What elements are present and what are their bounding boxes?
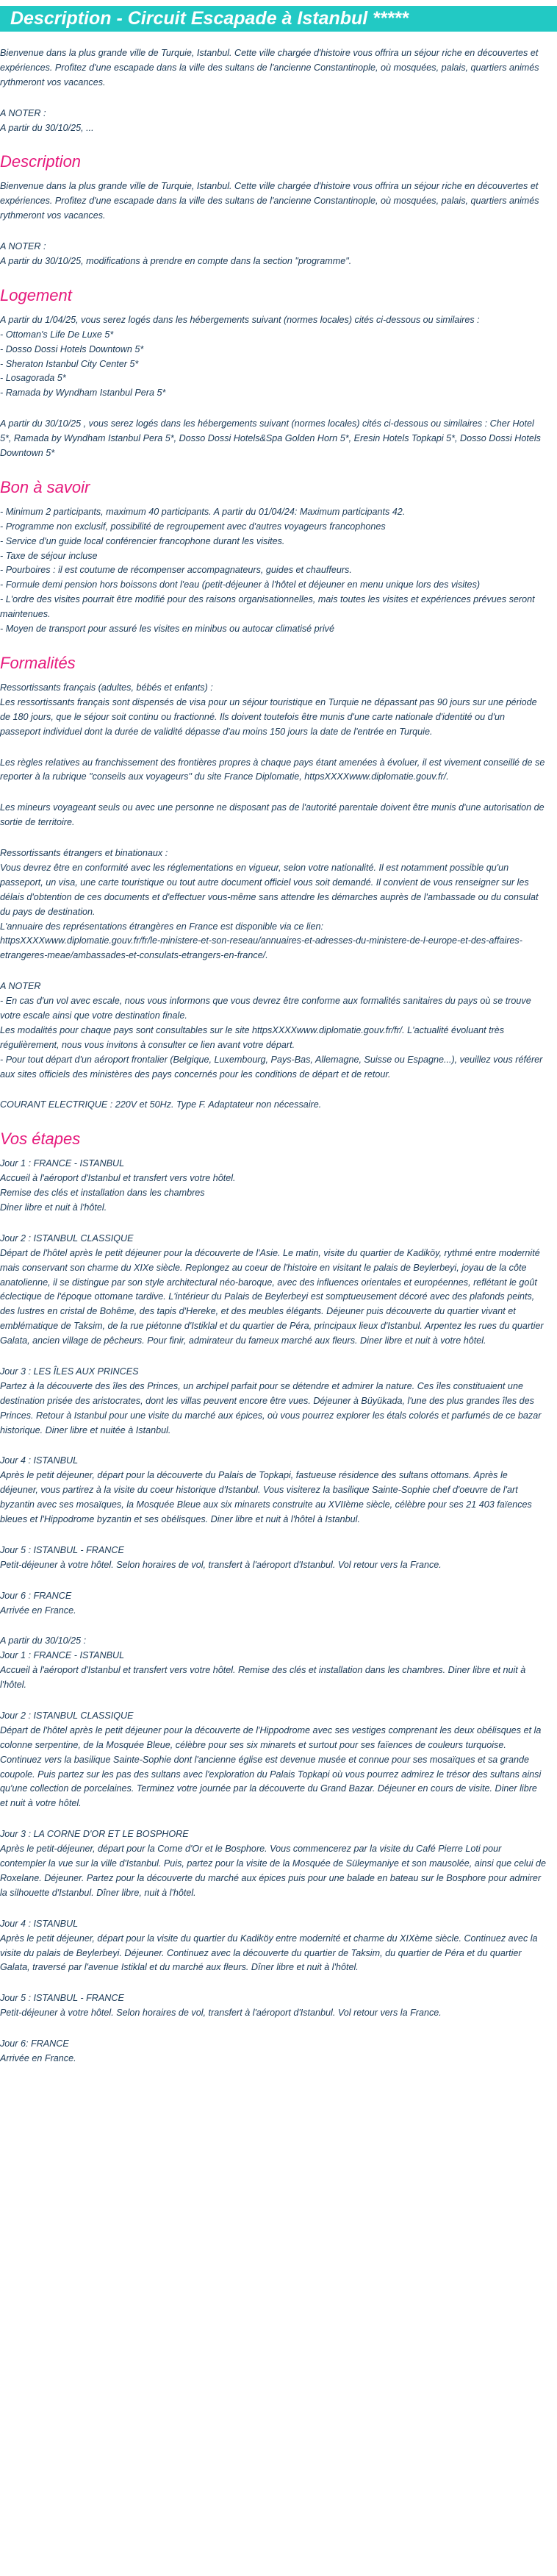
formalites-courant-electrique: COURANT ELECTRIQUE : 220V et 50Hz. Type F. Adaptateur non nécessaire. [0, 1099, 322, 1110]
logement-hotels-2025: A partir du 1/04/25, vous serez logés dans les hébergements suivant (normes locales) cités ci-dessous ou similaires : - Ottoman's Life De Luxe 5* - Dosso Dossi Hotels Downtown 5* - Sheraton Istanbul City Center 5* - Losagorada 5* - Ramada by Wyndham Istanbul Pera 5* [0, 314, 480, 399]
formalites-mineurs: Les mineurs voyageant seuls ou avec une personne ne disposant pas de l'autorité parentale doivent être munis d'une autorisation de sortie de territoire. [0, 802, 545, 828]
etape-block: Jour 5 : ISTANBUL - FRANCE Petit-déjeuner à votre hôtel. Selon horaires de vol, transfert à l'aéroport d'Istanbul. Vol retour vers la France. [0, 1544, 442, 1570]
etape-block: Jour 1 : FRANCE - ISTANBUL Accueil à l'aéroport d'Istanbul et transfert vers votre hôtel. Remise des clés et installation dans les chambres Diner libre et nuit à l'hôtel. [0, 1158, 236, 1213]
etape-block: Jour 4 : ISTANBUL Après le petit déjeuner, départ pour la visite du quartier du Kadiköy entre modernité et charme du XIXème siècle. Continuez avec la visite du palais de Beylerbeyi. Déjeuner. Continuez avec la découverte du quartier de Taksim, du quartier de Péra et du quartier Galata, traversé par l'avenue Istiklal et du marché aux fleurs. Dîner libre et nuit à l'hôtel. [0, 1918, 538, 1973]
etape-block: Jour 5 : ISTANBUL - FRANCE Petit-déjeuner à votre hôtel. Selon horaires de vol, transfert à l'aéroport d'Istanbul. Vol retour vers la France. [0, 1993, 442, 2019]
section-title-description: Description [0, 152, 82, 171]
section-title-etapes: Vos étapes [0, 1130, 81, 1149]
formalites-ressortissants-francais: Ressortissants français (adultes, bébés et enfants) : Les ressortissants français sont dispensés de visa pour un séjour touristique en Turquie ne dépassant pas 90 jours sur une période de 180 jours, que le séjour soit continu ou fractionné. Ils doivent toutefois être munis d'une carte nationale d'identité ou d'un passeport individuel dont la durée de validité dépasse d'au moins 150 jours la date de l'entrée en Turquie. [0, 682, 537, 737]
formalites-etrangers: Ressortissants étrangers et binationaux : Vous devrez être en conformité avec les réglementations en vigueur, selon votre nationalité. Il est notamment possible qu'un passeport, un visa, une carte touristique ou tout autre document officiel vous soit demandé. Il convient de vous renseigner sur les délais d'obtention de ces documents et d'effectuer vous-même sans attendre les démarches auprès de l'ambassade ou du consulat du pays de destination. L'annuaire des représentations étrangères en France est disponible via ce lien: httpsXXXXwww.diplomatie.gouv.fr/fr/le-ministere-et-son-reseau/annuaires-et-adresses-du-ministere-de-l-europe-et-des-affaires-etrangeres-meae/ambassades-et-consulats-etrangers-en-france/. [0, 848, 539, 961]
content [0, 46, 557, 2066]
etape-block: Jour 2 : ISTANBUL CLASSIQUE Départ de l'hôtel après le petit déjeuner pour la découverte de l'Asie. Le matin, visite du quartier de Kadiköy, rythmé entre modernité mais conservant son charme du XIXe siècle. Replongez au coeur de l'histoire en visitant le palais de Beylerbeyi, joyau de la côte anatolienne, il se distingue par son style architectural néo-baroque, avec des influences orientales et européennes, reflétant le goût éclectique de l'époque ottomane tardive. L'intérieur du Palais de Beylerbeyi est somptueusement décoré avec des plafonds peints, des lustres en cristal de Bohême, des tapis d'Hereke, et des meubles élégants. Déjeuner puis découverte du quartier vivant et emblématique de Taksim, de la rue piétonne d'Istiklal et du quartier de Péra, principaux lieux d'Istanbul. Arpentez les rues du quartier Galata, ancien village de pêcheurs. Pour finir, admirateur du fameux marché aux fleurs. Diner libre et nuit à votre hôtel. [0, 1232, 544, 1346]
formalites-a-noter: A NOTER - En cas d'un vol avec escale, nous vous informons que vous devrez être conforme aux formalités sanitaires du pays où se trouve votre escale ainsi que votre destination finale. Les modalités pour chaque pays sont consultables sur le site httpsXXXXwww.diplomatie.gouv.fr/fr/. L'actualité évoluant très régulièrement, nous vous invitons à consulter ce lien avant votre départ. - Pour tout départ d'un aéroport frontalier (Belgique, Luxembourg, Pays-Bas, Allemagne, Suisse ou Espagne...), veuillez vous référer aux sites officiels des ministères des pays concernés pour les conditions de départ et de retour. [0, 981, 543, 1080]
description-note: A NOTER : A partir du 30/10/25, modifications à prendre en compte dans la section "programme". [0, 241, 352, 267]
etape-block: Jour 6 : FRANCE Arrivée en France. [0, 1590, 76, 1616]
intro-note: A NOTER : A partir du 30/10/25, ... [0, 107, 94, 133]
page-title-banner: Description - Circuit Escapade à Istanbul ***** [0, 6, 557, 32]
section-title-bon-a-savoir: Bon à savoir [0, 477, 90, 496]
section-title-logement: Logement [0, 285, 72, 304]
etape-block: Jour 2 : ISTANBUL CLASSIQUE Départ de l'hôtel après le petit déjeuner pour la découverte de l'Hippodrome avec ses vestiges comprenant les deux obélisques et la colonne serpentine, de la Mosquée Bleue, célèbre pour ses six minarets et surtout pour ses faïences de couleurs turquoise. Continuez vers la basilique Sainte-Sophie dont l'ancienne église est devenue musée et connue pour ses mosaïques et sa grande coupole. Puis partez sur les pas des sultans avec l'exploration du Palais Topkapi où vous pourrez admirez le trésor des sultans ainsi qu'une collection de porcelaines. Terminez votre journée par la découverte du Grand Bazar. Déjeuner en cours de visite. Diner libre et nuit à votre hôtel. [0, 1710, 542, 1809]
etape-block: Jour 4 : ISTANBUL Après le petit déjeuner, départ pour la découverte du Palais de Topkapi, fastueuse résidence des sultans ottomans. Après le déjeuner, vous partirez à la visite du coeur historique d'Istanbul. Vous visiterez la basilique Sainte-Sophie chef d'oeuvre de l'art byzantin avec ses mosaïques, la Mosquée Bleue aux six minarets construite au XVIIème siècle, célèbre pour ses 21 403 faïences bleues et l'Hippodrome byzantin et ses obélisques. Diner libre et nuit à l'hôtel à Istanbul. [0, 1455, 532, 1525]
formalites-regles-frontieres: Les règles relatives au franchissement des frontières propres à chaque pays étant amenées à évoluer, il est vivement conseillé de se reporter à la rubrique "conseils aux voyageurs" du site France Diplomatie, httpsXXXXwww.diplomatie.gouv.fr/. [0, 757, 545, 782]
intro-text: Bienvenue dans la plus grande ville de Turquie, Istanbul. Cette ville chargée d'histoire vous offrira un séjour riche en découvertes et expériences. Profitez d'une escapade dans la ville des sultans de l'ancienne Constantinople, où mosquées, palais, quartiers animés rythmeront vos vacances. [0, 48, 539, 88]
description-text: Bienvenue dans la plus grande ville de Turquie, Istanbul. Cette ville chargée d'histoire vous offrira un séjour riche en découvertes et expériences. Profitez d'une escapade dans la ville des sultans de l'ancienne Constantinople, où mosquées, palais, quartiers animés rythmeront vos vacances. [0, 181, 539, 221]
etape-block: Jour 3 : LA CORNE D'OR ET LE BOSPHORE Après le petit-déjeuner, départ pour la Corne d'Or et le Bosphore. Vous commencerez par la visite du Café Pierre Loti pour contempler la vue sur la ville d'Istanbul. Puis, partez pour la visite de la Mosquée de Süleymaniye et son mausolée, ainsi que celui de Roxelane. Déjeuner. Partez pour la découverte du marché aux épices puis pour une balade en bateau sur le Bosphore pour admirer la silhouette d'Istanbul. Dîner libre, nuit à l'hôtel. [0, 1829, 547, 1898]
etape-block: Jour 6: FRANCE Arrivée en France. [0, 2038, 76, 2063]
section-title-formalites: Formalités [0, 653, 76, 672]
bon-a-savoir-list: - Minimum 2 participants, maximum 40 participants. A partir du 01/04/24: Maximum participants 42. - Programme non exclusif, possibilité de regroupement avec d'autres voyageurs francophones - Service d'un guide local conférencier francophone durant les visites. - Taxe de séjour incluse - Pourboires : il est coutume de récompenser accompagnateurs, guides et chauffeurs. - Formule demi pension hors boissons dont l'eau (petit-déjeuner à l'hôtel et déjeuner en menu unique lors des visites) - L'ordre des visites pourrait être modifié pour des raisons organisationnelles, mais toutes les visites et expériences prévues seront maintenues. - Moyen de transport pour assuré les visites en minibus ou autocar climatisé privé [0, 506, 535, 635]
etape-block: A partir du 30/10/25 : Jour 1 : FRANCE - ISTANBUL Accueil à l'aéroport d'Istanbul et transfert vers votre hôtel. Remise des clés et installation dans les chambres. Diner libre et nuit à l'hôtel. [0, 1635, 526, 1691]
etape-block: Jour 3 : LES ÎLES AUX PRINCES Partez à la découverte des îles des Princes, un archipel parfait pour se détendre et admirer la nature. Ces îles constituaient une destination prisée des aristocrates, dont les villas peuvent encore être vues. Déjeuner à Büyükada, l'une des plus grandes îles des Princes. Retour à Istanbul pour une visite du marché aux épices, où vous pourrez explorer les étals colorés et parfumés de ce bazar historique. Diner libre et nuitée à Istanbul. [0, 1366, 542, 1435]
logement-hotels-octobre: A partir du 30/10/25 , vous serez logés dans les hébergements suivant (normes locales) cités ci-dessous ou similaires : Cher Hotel 5*, Ramada by Wyndham Istanbul Pera 5*, Dosso Dossi Hotels&Spa Golden Horn 5*, Eresin Hotels Topkapi 5*, Dosso Dossi Hotels Downtown 5* [0, 418, 541, 459]
